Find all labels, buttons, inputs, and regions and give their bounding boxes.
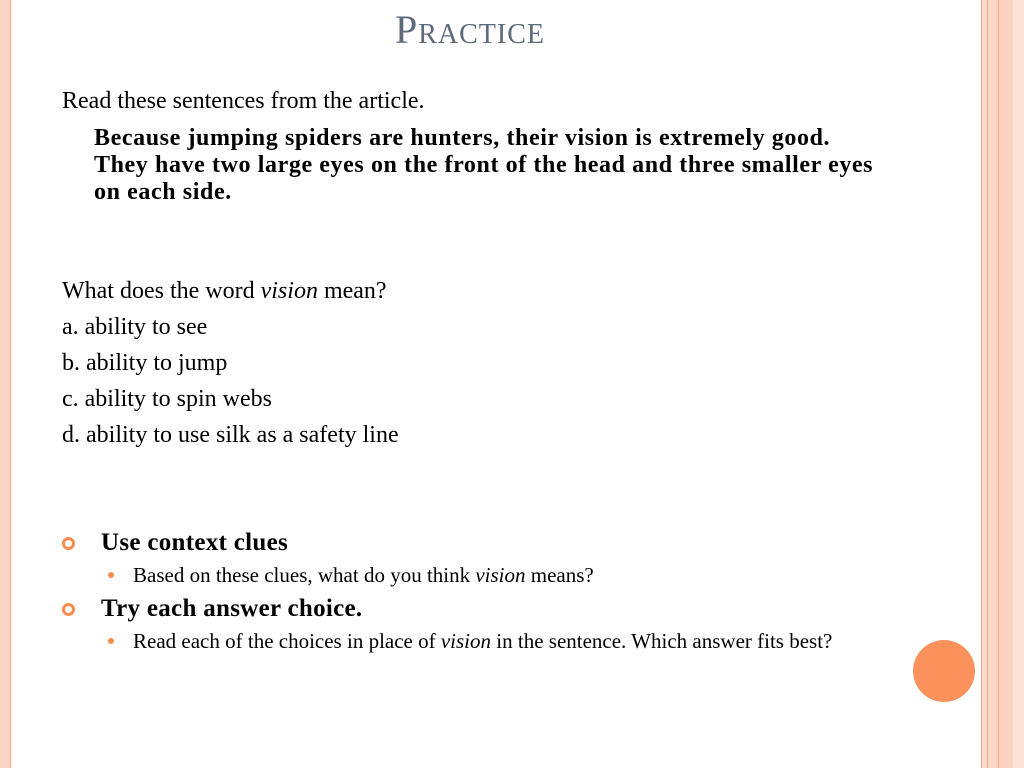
- answer-choice-a: a. ability to see: [62, 314, 208, 340]
- intro-text: Read these sentences from the article.: [62, 88, 425, 114]
- tip-detail: [133, 563, 893, 587]
- tip-detail-part: means?: [525, 563, 594, 587]
- decorative-circle: [913, 640, 975, 702]
- tip-key-word: vision: [475, 563, 526, 587]
- tip-heading: Try each answer choice.: [101, 595, 363, 622]
- tip-detail-part: in the sentence. Which answer fits best?: [491, 629, 833, 653]
- question-key-word: vision: [260, 278, 318, 304]
- ring-bullet-icon: [62, 603, 75, 616]
- tip-detail: [133, 629, 853, 653]
- tip-heading: Use context clues: [101, 529, 288, 556]
- answer-choice-d: d. ability to use silk as a safety line: [62, 422, 399, 448]
- right-decorative-stripe: [987, 0, 998, 768]
- tip-key-word: vision: [440, 629, 492, 653]
- answer-choice-c: c. ability to spin webs: [62, 386, 272, 412]
- right-decorative-stripe: [1013, 0, 1024, 768]
- tip-detail-part: Based on these clues, what do you think: [133, 563, 476, 587]
- question-part: What does the word: [62, 278, 261, 304]
- left-decorative-stripe: [0, 0, 11, 768]
- question-text: [62, 278, 387, 305]
- tip-detail-part: Read each of the choices in place of: [133, 629, 441, 653]
- ring-bullet-icon: [62, 537, 75, 550]
- answer-choice-b: b. ability to jump: [62, 350, 228, 376]
- right-decorative-stripe: [998, 0, 1014, 768]
- dot-bullet-icon: [108, 638, 114, 644]
- quoted-passage: Because jumping spiders are hunters, their vision is extremely good. They have two large eyes on the front of the head and three smaller eyes on each side.: [94, 125, 874, 205]
- question-part: mean?: [317, 278, 387, 304]
- slide-title: Practice: [394, 7, 546, 52]
- dot-bullet-icon: [108, 572, 114, 578]
